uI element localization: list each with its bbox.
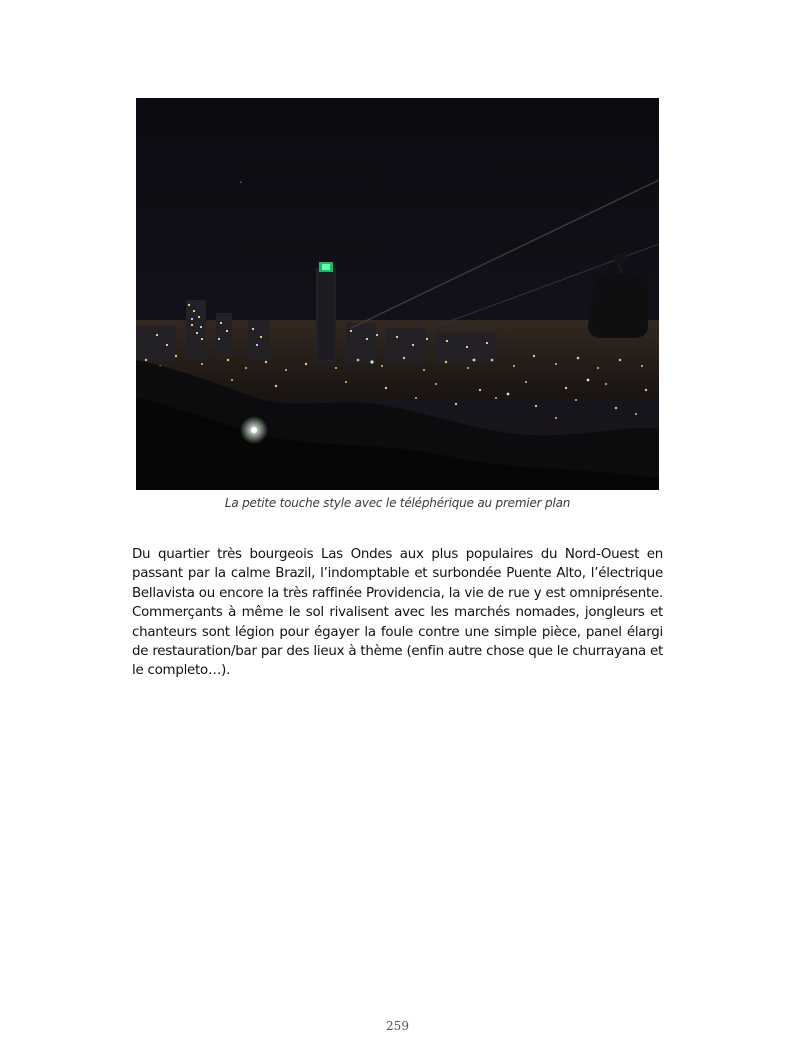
night-city-photo <box>136 98 659 490</box>
body-paragraph: Du quartier très bourgeois Las Ondes aux plus populaires du Nord-Ouest en passant par la calme Brazil, l’indomptable et surbondée Puente Alto, l’électrique Bellavista ou encore la très raffinée Providencia, la vie de rue y est omniprésente. Commerçants à même le sol rivalisent avec les marchés nomades, jongleurs et chanteurs sont légion pour égayer la foule contre une simple pièce, panel élargi de restauration/bar par des lieux à thème (enfin autre chose que le churrayana et le completo…). <box>132 547 663 679</box>
photo-caption: La petite touche style avec le téléphérique au premier plan <box>224 496 571 510</box>
night-city-skyline-with-cable-car-photo <box>136 98 659 490</box>
page-number: 259 <box>386 1019 409 1033</box>
